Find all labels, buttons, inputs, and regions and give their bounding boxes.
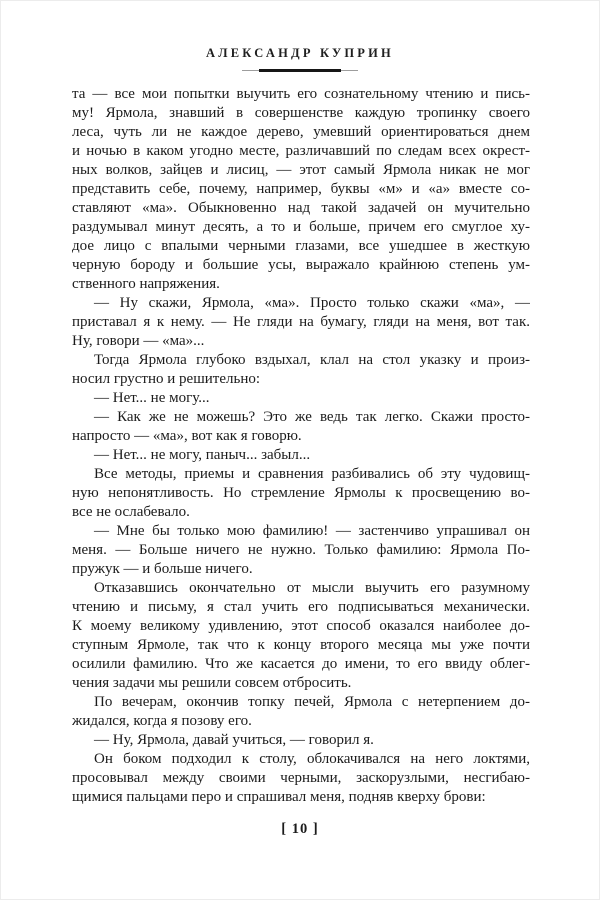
text-line: напросто — «ма», вот как я говорю.	[72, 428, 302, 444]
text-line: — Как же не можешь? Это же ведь так легко. Скажи просто-	[94, 409, 530, 425]
text-line: приставал я к нему. — Не гляди на бумагу, гляди на меня, вот так.	[72, 314, 530, 330]
text-line: му! Ярмола, знавший в совершенстве каждую тропинку своего	[72, 105, 530, 121]
paragraph	[72, 465, 530, 522]
text-line: чтению и письму, я стал учить его подписываться механически.	[72, 599, 530, 615]
text-line: носил грустно и решительно:	[72, 371, 261, 387]
text-line: — Ну, Ярмола, давай учиться, — говорил я.	[94, 732, 374, 748]
text-line: представить себе, почему, например, буквы «м» и «а» вместе со-	[72, 181, 530, 197]
text-line: Тогда Ярмола глубоко вздыхал, клал на стол указку и произ-	[94, 352, 530, 368]
text-line: ственного напряжения.	[72, 276, 220, 292]
paragraph	[72, 446, 530, 465]
page-text	[72, 85, 530, 807]
paragraph	[72, 408, 530, 446]
text-line: К моему великому удивлению, этот способ оказался наиболее до-	[72, 618, 530, 634]
text-line: ступным Ярмоле, так что к концу второго месяца мы уже почти	[72, 637, 530, 653]
text-line: — Нет... не могу...	[94, 390, 210, 406]
text-line: Ну, говори — «ма»...	[72, 333, 205, 349]
text-line: ставляют «ма». Обыкновенно над такой задачей он мучительно	[72, 200, 530, 216]
text-line: — Мне бы только мою фамилию! — застенчиво упрашивал он	[94, 523, 530, 539]
text-line: леса, чуть ли не каждое дерево, умевший ориентироваться днем	[72, 124, 530, 140]
text-line: чения задачи мы решили совсем отбросить.	[72, 675, 352, 691]
paragraph	[72, 294, 530, 351]
text-line: Он боком подходил к столу, облокачивался на него локтями,	[94, 751, 530, 767]
text-line: все не ослабевало.	[72, 504, 190, 520]
paragraph	[72, 731, 530, 750]
text-line: просовывал между своими черными, заскорузлыми, несгибаю-	[72, 770, 530, 786]
text-line: ную непонятливость. Но стремление Ярмолы к просвещению во-	[72, 485, 530, 501]
paragraph	[72, 579, 530, 693]
text-line: щимися пальцами перо и спрашивал меня, подняв кверху брови:	[72, 789, 486, 805]
text-line: — Ну скажи, Ярмола, «ма». Просто только скажи «ма», —	[94, 295, 530, 311]
text-line: пружук — и больше ничего.	[72, 561, 253, 577]
text-line: раздумывал минут десять, а то и больше, причем его смуглое ху-	[72, 219, 530, 235]
text-line: меня. — Больше ничего не нужно. Только фамилию: Ярмола По-	[72, 542, 530, 558]
header-divider	[242, 69, 358, 72]
text-line: дое лицо с впалыми черными глазами, все ушедшее в жесткую	[72, 238, 530, 254]
paragraph	[72, 522, 530, 579]
text-line: и ночью в каком угодно месте, различавший по следам всех окрест-	[72, 143, 530, 159]
page-header	[0, 46, 600, 72]
text-line: — Нет... не могу, паныч... забыл...	[94, 447, 311, 463]
text-line: По вечерам, окончив топку печей, Ярмола с нетерпением до-	[94, 694, 530, 710]
text-line: Все методы, приемы и сравнения разбивались об эту чудовищ-	[94, 466, 530, 482]
paragraph	[72, 750, 530, 807]
paragraph	[72, 389, 530, 408]
paragraph	[72, 351, 530, 389]
text-line: осилили фамилию. Что же касается до имени, то его ввиду облег-	[72, 656, 530, 672]
page-footer	[0, 820, 600, 838]
text-line: Отказавшись окончательно от мысли выучить его разумному	[94, 580, 530, 596]
text-line: ных волков, зайцев и лисиц, — этот самый Ярмола никак не мог	[72, 162, 530, 178]
page-number: [ 10 ]	[281, 821, 319, 837]
text-line: жидался, когда я позову его.	[72, 713, 252, 729]
text-line: та — все мои попытки выучить его сознательному чтению и пись-	[72, 86, 530, 102]
paragraph	[72, 693, 530, 731]
running-header-author: АЛЕКСАНДР КУПРИН	[206, 46, 394, 60]
text-line: черную бороду и большие усы, выражало крайнюю степень ум-	[72, 257, 530, 273]
paragraph	[72, 85, 530, 294]
